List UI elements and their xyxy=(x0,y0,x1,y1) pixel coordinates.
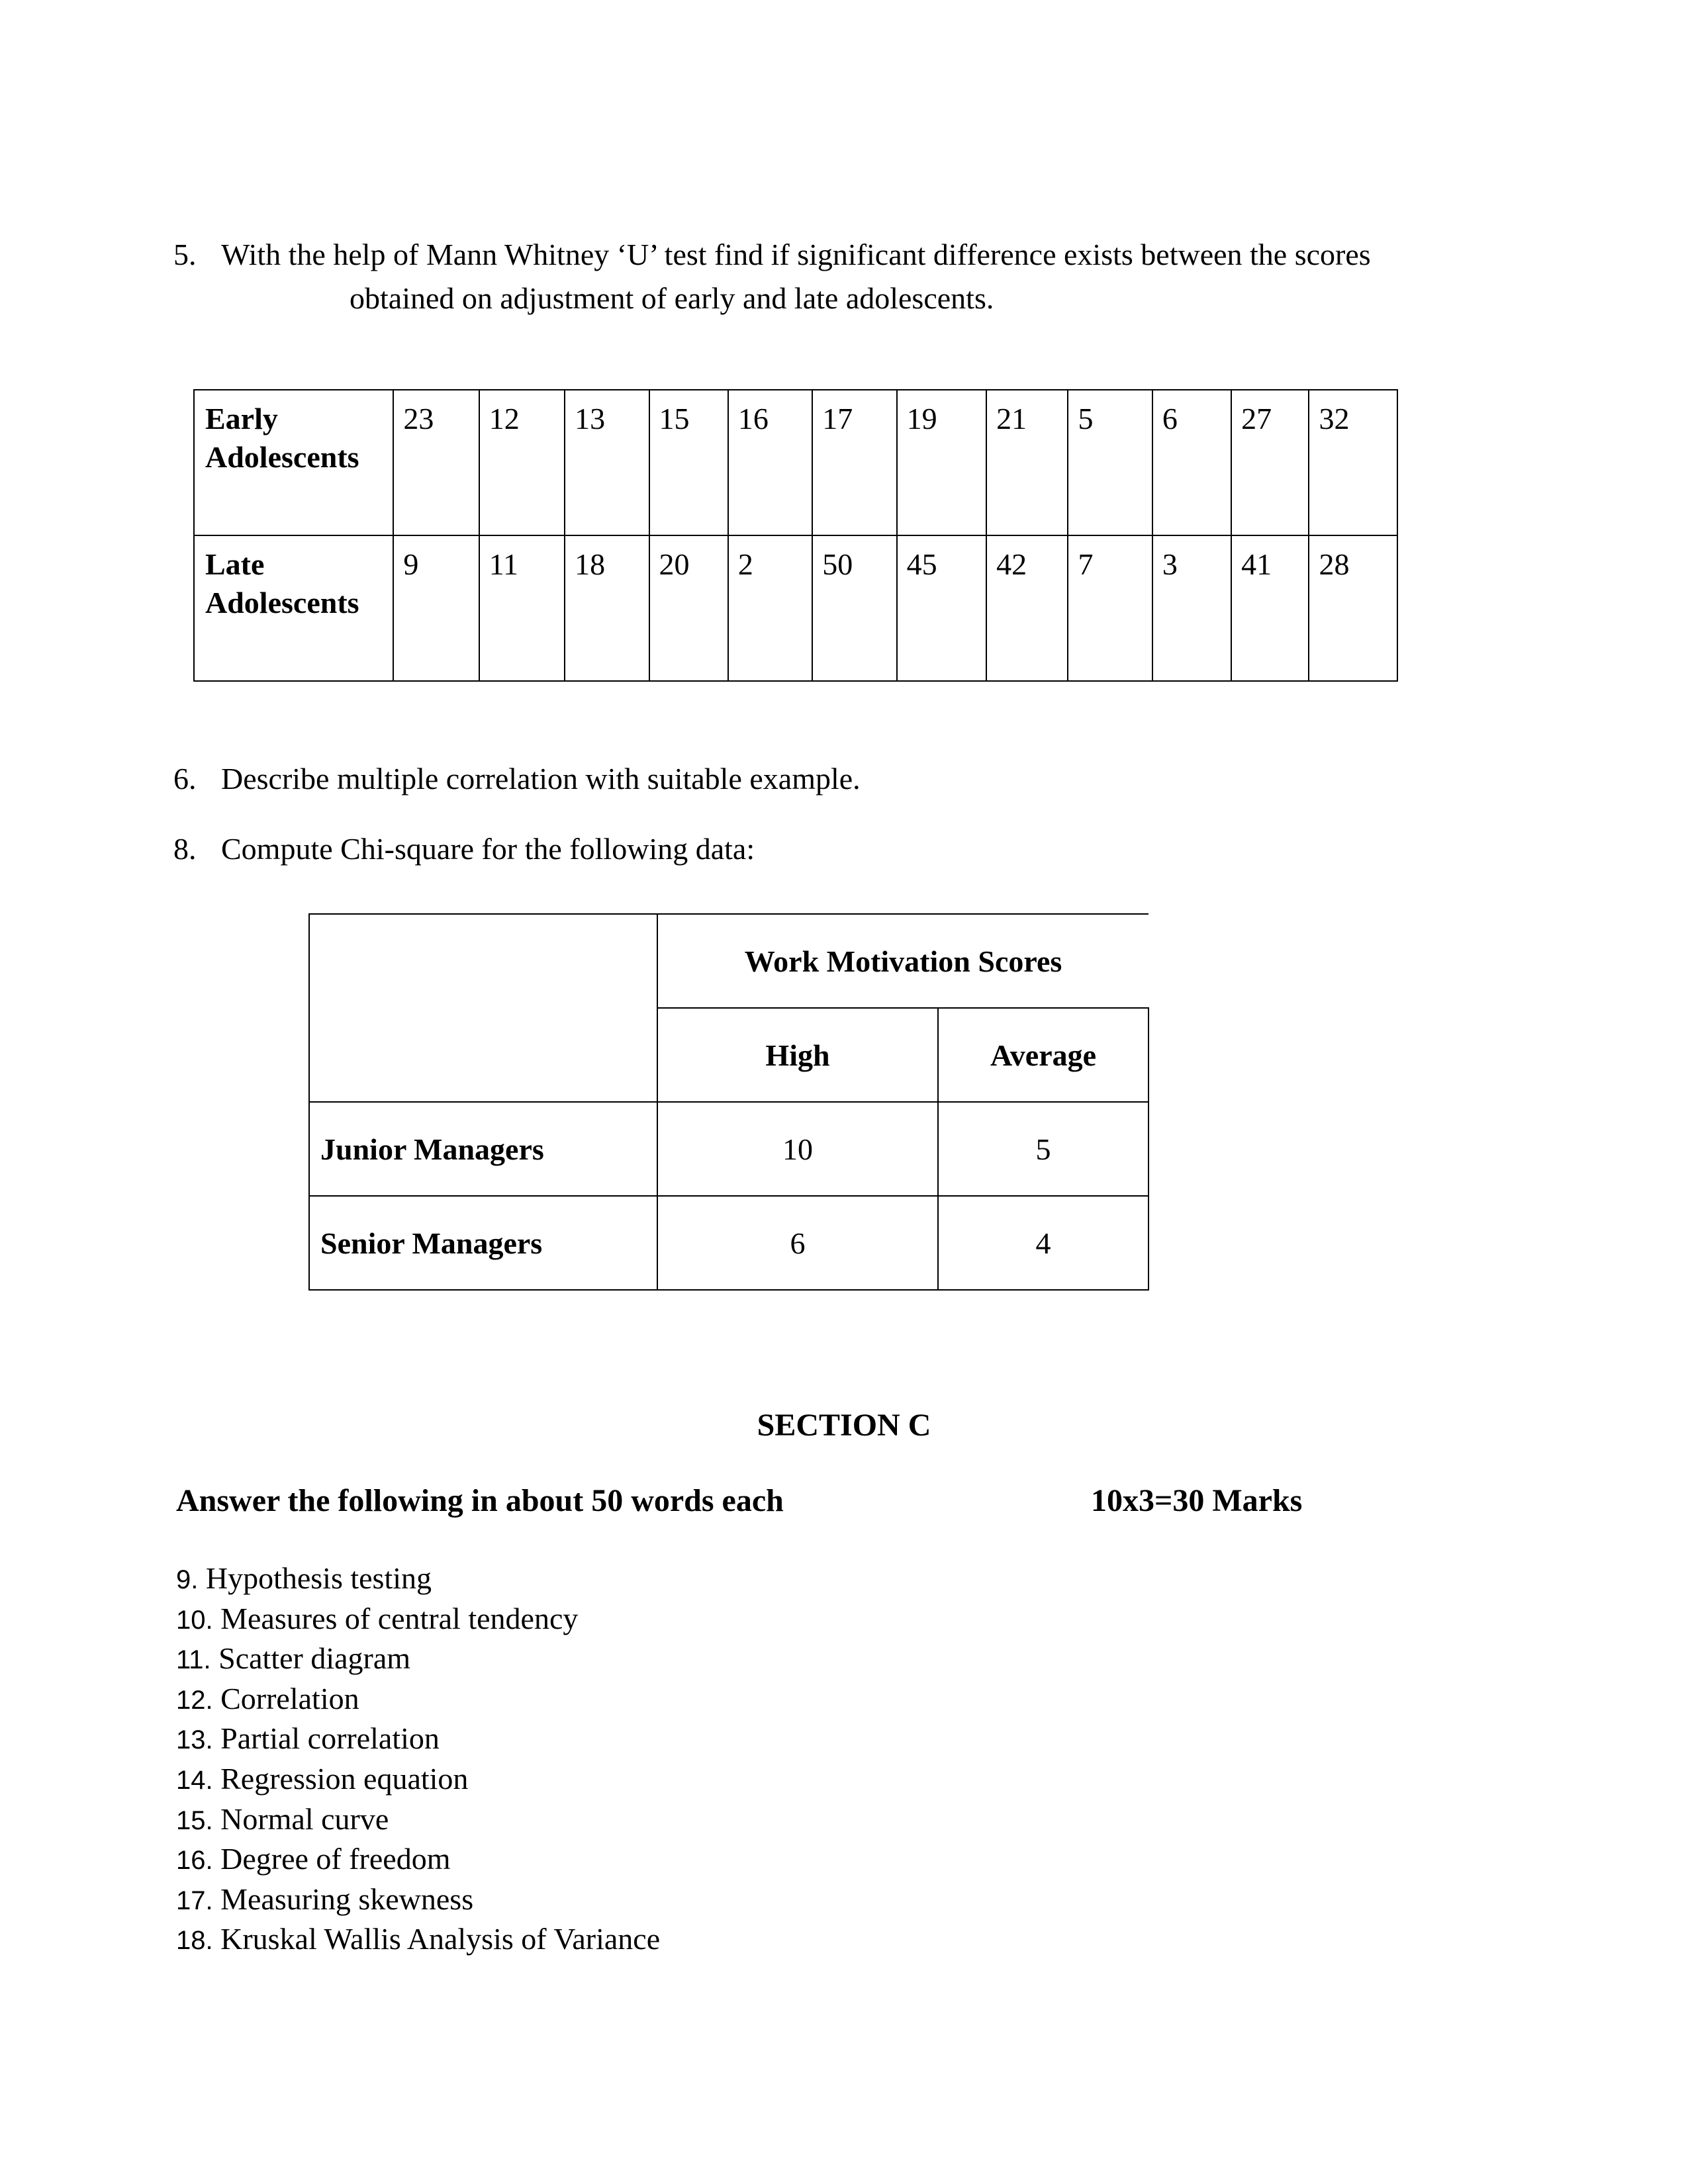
table-cell: 9 xyxy=(393,535,479,681)
topic-number: 10. xyxy=(176,1605,213,1635)
table-cell: 32 xyxy=(1309,390,1397,535)
topic-number: 9. xyxy=(176,1565,199,1594)
topic-text: Normal curve xyxy=(220,1801,389,1836)
row-header xyxy=(194,535,393,681)
empty-corner-cell xyxy=(309,1008,657,1102)
table-cell: 50 xyxy=(812,535,896,681)
empty-corner-cell xyxy=(309,914,657,1008)
table-cell: 6 xyxy=(1152,390,1231,535)
table-cell: 42 xyxy=(986,535,1068,681)
table-cell: 4 xyxy=(938,1196,1149,1290)
mann-whitney-table-body xyxy=(194,390,1397,681)
row-header-senior-managers: Senior Managers xyxy=(309,1196,657,1290)
row-label-line: Adolescents xyxy=(205,586,359,619)
topic-text: Regression equation xyxy=(220,1761,469,1796)
row-header xyxy=(194,390,393,535)
chi-square-table xyxy=(308,913,1149,1291)
table-cell: 6 xyxy=(657,1196,938,1290)
table-cell: 10 xyxy=(657,1102,938,1196)
topic-number: 18. xyxy=(176,1926,213,1956)
section-marks: 10x3=30 Marks xyxy=(1091,1483,1303,1518)
topic-number: 12. xyxy=(176,1685,213,1715)
table-row xyxy=(309,1196,1149,1290)
table-cell: 15 xyxy=(649,390,728,535)
topic-number: 16. xyxy=(176,1846,213,1876)
question-number: 5. xyxy=(173,238,197,271)
table-cell: 23 xyxy=(393,390,479,535)
topic-text: Measures of central tendency xyxy=(220,1601,579,1635)
list-item xyxy=(176,1840,660,1880)
table-cell: 18 xyxy=(565,535,649,681)
row-header-junior-managers: Junior Managers xyxy=(309,1102,657,1196)
section-title: SECTION C xyxy=(757,1408,931,1443)
topic-text: Scatter diagram xyxy=(218,1641,411,1676)
table-row xyxy=(194,390,1397,535)
list-item xyxy=(176,1880,660,1921)
table-cell: 5 xyxy=(938,1102,1149,1196)
question-number: 6. xyxy=(173,762,197,796)
topic-text: Measuring skewness xyxy=(220,1882,474,1916)
topic-text: Kruskal Wallis Analysis of Variance xyxy=(220,1922,661,1956)
row-label-line: Adolescents xyxy=(205,440,359,474)
table-cell: 20 xyxy=(649,535,728,681)
table-cell: 28 xyxy=(1309,535,1397,681)
topic-number: 11. xyxy=(176,1645,211,1675)
list-item xyxy=(176,1639,660,1680)
topic-number: 13. xyxy=(176,1725,213,1755)
row-label-line: Late xyxy=(205,547,265,581)
topic-number: 17. xyxy=(176,1886,213,1915)
table-cell: 41 xyxy=(1231,535,1309,681)
table-cell: 3 xyxy=(1152,535,1231,681)
column-header-high: High xyxy=(657,1008,938,1102)
list-item xyxy=(176,1600,660,1640)
topic-text: Degree of freedom xyxy=(220,1842,451,1876)
mann-whitney-table xyxy=(193,389,1398,682)
table-cell: 45 xyxy=(897,535,986,681)
topic-number: 14. xyxy=(176,1765,213,1795)
table-cell: 19 xyxy=(897,390,986,535)
table-cell: 11 xyxy=(479,535,565,681)
question-text: Describe multiple correlation with suitable example. xyxy=(221,762,861,796)
table-cell: 13 xyxy=(565,390,649,535)
topic-number: 15. xyxy=(176,1805,213,1835)
list-item xyxy=(176,1800,660,1841)
list-item xyxy=(176,1760,660,1800)
table-row xyxy=(309,1102,1149,1196)
list-item xyxy=(176,1680,660,1720)
table-row xyxy=(194,535,1397,681)
question-number: 8. xyxy=(173,832,197,866)
question-text: Compute Chi-square for the following data: xyxy=(221,832,755,866)
table-cell: 17 xyxy=(812,390,896,535)
table-cell: 2 xyxy=(728,535,812,681)
table-cell: 16 xyxy=(728,390,812,535)
list-item xyxy=(176,1719,660,1760)
topic-list xyxy=(176,1559,660,1960)
table-cell: 27 xyxy=(1231,390,1309,535)
question-5 xyxy=(173,233,1530,320)
table-cell: 21 xyxy=(986,390,1068,535)
question-text: With the help of Mann Whitney ‘U’ test find if significant difference exists between the scores xyxy=(221,238,1371,271)
table-cell: 12 xyxy=(479,390,565,535)
table-cell: 7 xyxy=(1068,535,1152,681)
section-instruction: Answer the following in about 50 words each xyxy=(176,1483,784,1518)
work-motivation-header: Work Motivation Scores xyxy=(657,914,1149,1008)
row-label-line: Early xyxy=(205,402,278,435)
question-text-continued: obtained on adjustment of early and late adolescents. xyxy=(350,281,994,315)
list-item xyxy=(176,1920,660,1960)
column-header-average: Average xyxy=(938,1008,1149,1102)
question-6 xyxy=(173,757,861,801)
topic-text: Hypothesis testing xyxy=(205,1561,432,1595)
list-item xyxy=(176,1559,660,1600)
topic-text: Correlation xyxy=(220,1681,359,1715)
table-cell: 5 xyxy=(1068,390,1152,535)
question-8 xyxy=(173,827,755,871)
topic-text: Partial correlation xyxy=(220,1721,440,1756)
